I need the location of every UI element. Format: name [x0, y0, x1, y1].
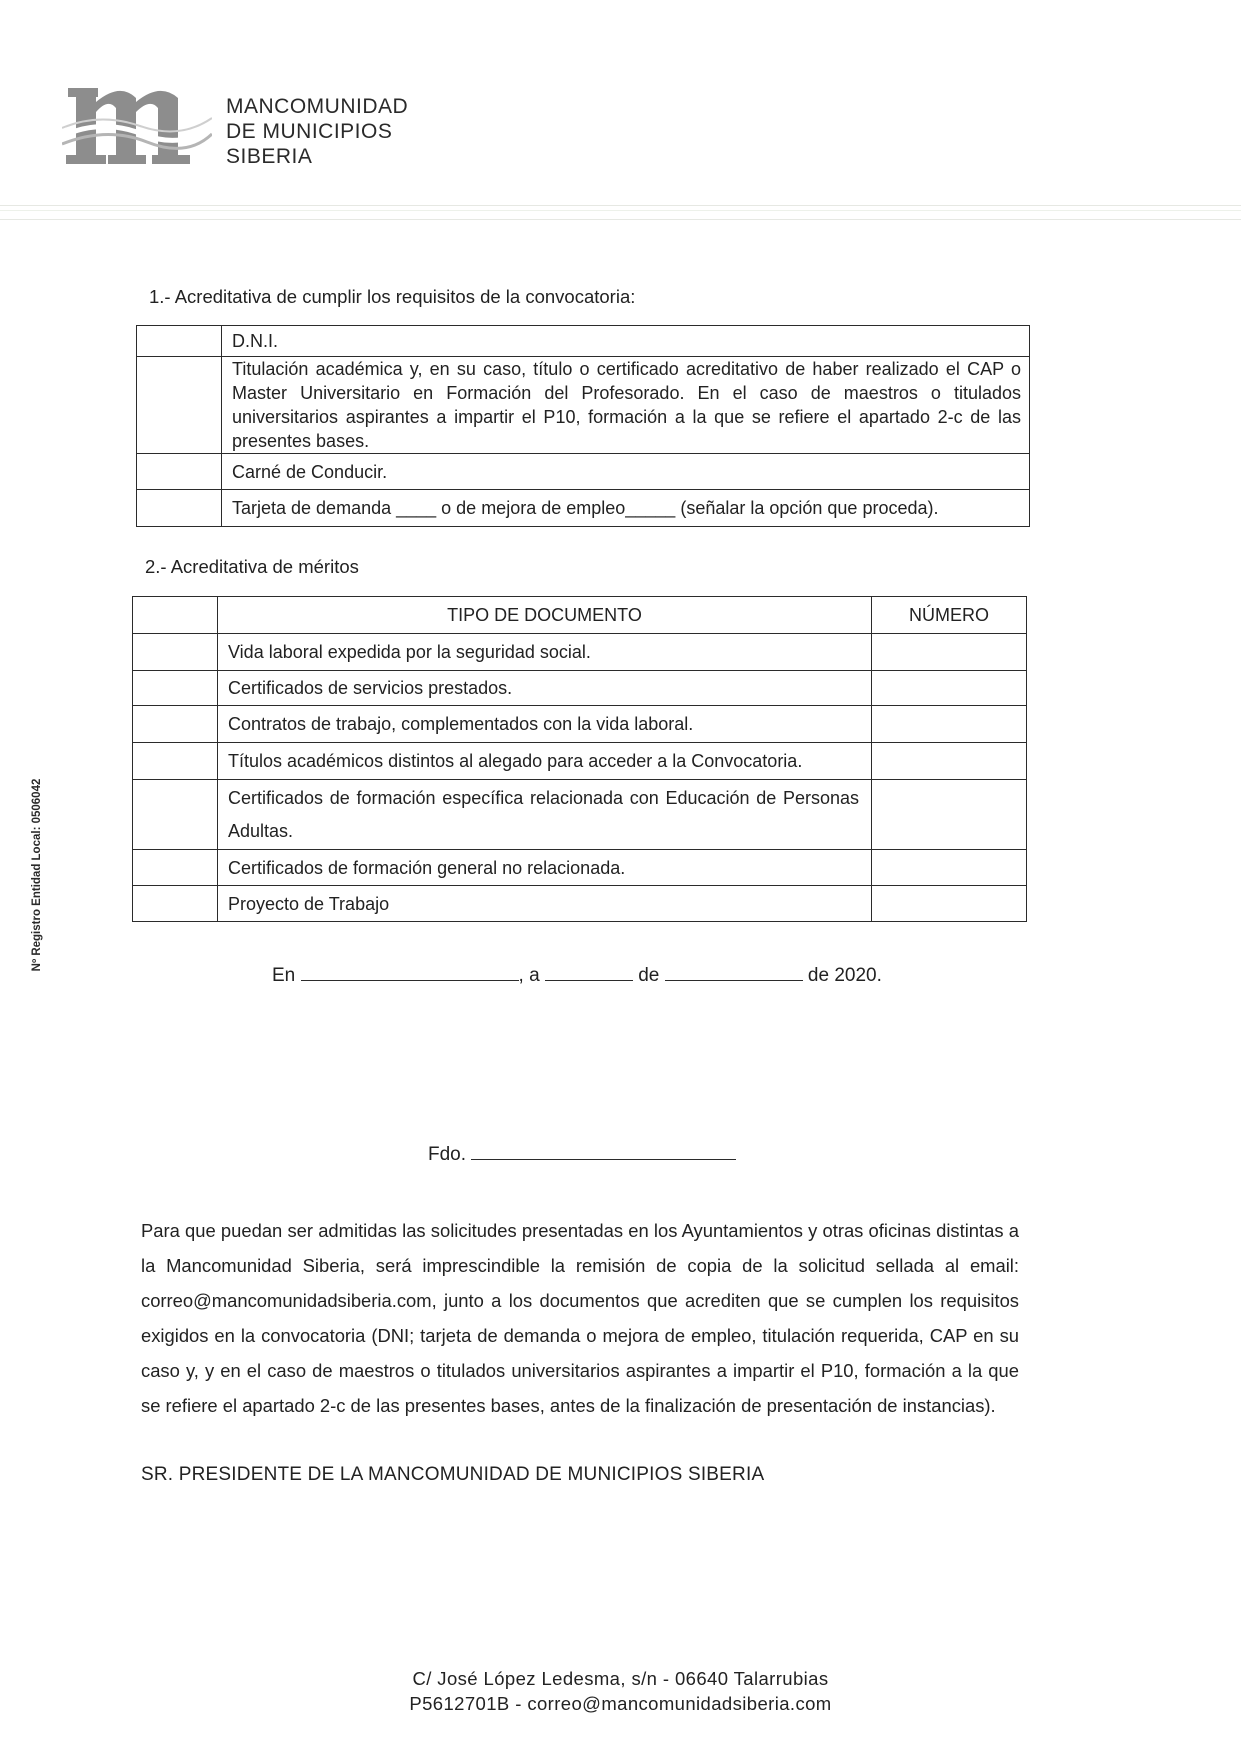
- date-year-label: de 2020.: [807, 965, 882, 986]
- footer-address: C/ José López Ledesma, s/n - 06640 Talarrubias: [412, 1668, 829, 1689]
- table-row: [133, 886, 1027, 922]
- column-header-number: NÚMERO: [872, 597, 1027, 634]
- table-row: [137, 454, 1030, 490]
- merit-number-cell[interactable]: [872, 780, 1027, 850]
- merit-document-type: Proyecto de Trabajo: [218, 886, 872, 922]
- requirement-checkbox[interactable]: [137, 357, 222, 454]
- addressee-line: SR. PRESIDENTE DE LA MANCOMUNIDAD DE MUNICIPIOS SIBERIA: [141, 1464, 765, 1485]
- merit-checkbox[interactable]: [133, 850, 218, 886]
- registry-stamp: Nº Registro Entidad Local: 0506042: [31, 778, 43, 972]
- org-name-line-2: DE MUNICIPIOS: [226, 120, 393, 143]
- column-header-type: TIPO DE DOCUMENTO: [218, 597, 872, 634]
- merit-checkbox[interactable]: [133, 671, 218, 706]
- table-row: [137, 326, 1030, 357]
- table-row: [137, 357, 1030, 454]
- merit-document-type: Vida laboral expedida por la seguridad social.: [218, 634, 872, 671]
- table-row: [133, 634, 1027, 671]
- header-rule-top: [0, 205, 1241, 206]
- org-name-line-3: SIBERIA: [226, 145, 313, 168]
- table-row: [133, 743, 1027, 780]
- merit-checkbox[interactable]: [133, 706, 218, 743]
- table-row: [137, 490, 1030, 527]
- date-line: [272, 962, 882, 987]
- date-a-label: , a: [518, 965, 540, 986]
- header-rule-middle: [0, 210, 1241, 211]
- requirement-label: D.N.I.: [222, 326, 1030, 357]
- merit-document-type: Certificados de servicios prestados.: [218, 671, 872, 706]
- requirements-table: [136, 325, 1030, 527]
- date-de-label: de: [638, 965, 660, 986]
- table-row: [133, 780, 1027, 850]
- section2-title: 2.- Acreditativa de méritos: [145, 556, 359, 577]
- signature-label: Fdo.: [428, 1144, 467, 1165]
- place-field[interactable]: [301, 962, 519, 981]
- date-en-label: En: [272, 965, 296, 986]
- merit-number-cell[interactable]: [872, 743, 1027, 780]
- requirement-label: Carné de Conducir.: [222, 454, 1030, 490]
- section1-title: 1.- Acreditativa de cumplir los requisitos de la convocatoria:: [149, 286, 636, 307]
- logo-icon: [62, 82, 212, 170]
- requirement-checkbox[interactable]: [137, 454, 222, 490]
- table-row: [133, 850, 1027, 886]
- requirement-checkbox[interactable]: [137, 326, 222, 357]
- org-name-line-1: MANCOMUNIDAD: [226, 95, 409, 118]
- merits-table: [132, 596, 1027, 922]
- day-field[interactable]: [545, 962, 633, 981]
- instructions-paragraph: Para que puedan ser admitidas las solicitudes presentadas en los Ayuntamientos y otras oficinas distintas a la Mancomunidad Siberia, será imprescindible la remisión de copia de la solicitud sellada al email: correo@mancomunidadsiberia.com, junto a los documentos que acrediten que se cumplen los requisitos exigidos en la convocatoria (DNI; tarjeta de demanda o mejora de empleo, titulación requerida, CAP en su caso y, y en el caso de maestros o titulados universitarios aspirantes a impartir el P10, formación a la que se refiere el apartado 2-c de las presentes bases, antes de la finalización de presentación de instancias).: [141, 1220, 1019, 1416]
- merit-checkbox[interactable]: [133, 886, 218, 922]
- merit-number-cell[interactable]: [872, 671, 1027, 706]
- merit-number-cell[interactable]: [872, 706, 1027, 743]
- signature-line: [428, 1141, 736, 1166]
- requirement-label: Titulación académica y, en su caso, título o certificado acreditativo de haber realizado el CAP o Master Universitario en Formación del Profesorado. En el caso de maestros o titulados universitarios aspirantes a impartir el P10, formación a la que se refiere el apartado 2-c de las presentes bases.: [222, 357, 1030, 454]
- footer-contact: P5612701B - correo@mancomunidadsiberia.com: [409, 1693, 832, 1714]
- table-row: [133, 706, 1027, 743]
- merit-document-type: Certificados de formación específica relacionada con Educación de Personas Adultas.: [218, 780, 872, 850]
- merit-checkbox[interactable]: [133, 743, 218, 780]
- merit-document-type: Contratos de trabajo, complementados con la vida laboral.: [218, 706, 872, 743]
- requirement-checkbox[interactable]: [137, 490, 222, 527]
- month-field[interactable]: [665, 962, 803, 981]
- requirement-label: Tarjeta de demanda ____ o de mejora de empleo_____ (señalar la opción que proceda).: [222, 490, 1030, 527]
- merit-document-type: Certificados de formación general no relacionada.: [218, 850, 872, 886]
- header-rule-bottom: [0, 219, 1241, 220]
- table-row: [133, 671, 1027, 706]
- merit-number-cell[interactable]: [872, 886, 1027, 922]
- merit-checkbox[interactable]: [133, 634, 218, 671]
- merit-number-cell[interactable]: [872, 634, 1027, 671]
- signature-field[interactable]: [471, 1141, 736, 1160]
- header-blank-cell: [133, 597, 218, 634]
- table-header-row: [133, 597, 1027, 634]
- merit-document-type: Títulos académicos distintos al alegado para acceder a la Convocatoria.: [218, 743, 872, 780]
- merit-number-cell[interactable]: [872, 850, 1027, 886]
- merit-checkbox[interactable]: [133, 780, 218, 850]
